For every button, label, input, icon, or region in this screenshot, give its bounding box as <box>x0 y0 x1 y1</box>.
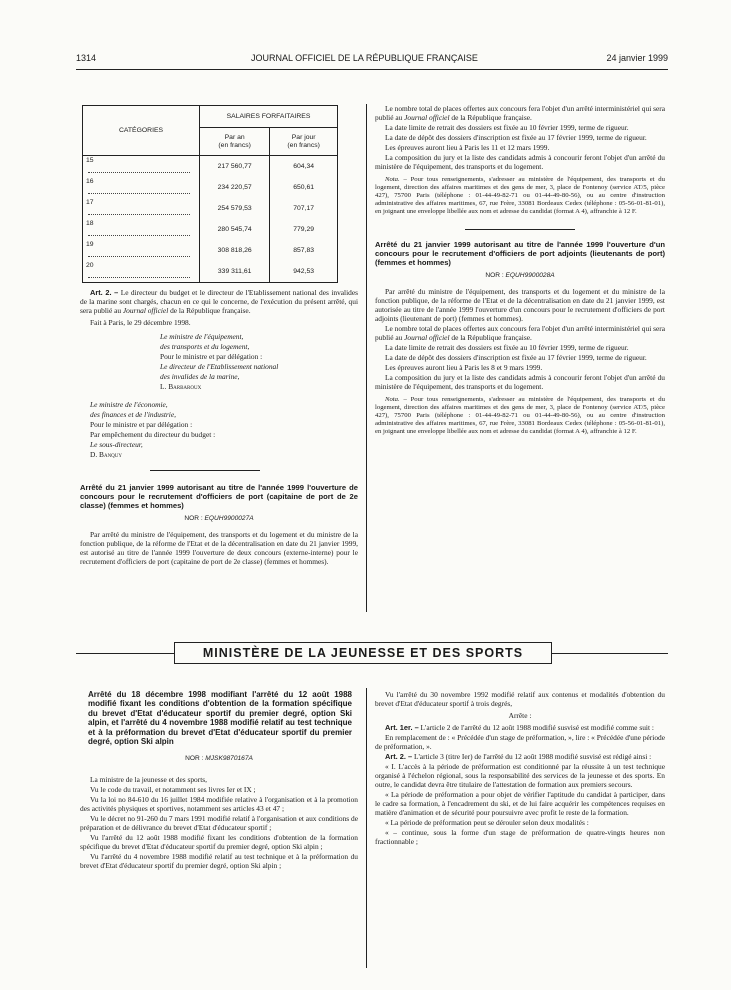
category-cell <box>83 240 200 261</box>
bottom-right-column <box>375 690 665 847</box>
salary-table-body <box>83 156 338 283</box>
table-header-categories: CATÉGORIES <box>83 106 200 156</box>
right-separator-rule <box>465 229 575 230</box>
rt-p1-jo: Journal officiel <box>404 113 450 122</box>
ra-p6: La composition du jury et la liste des candidats admis à concourir feront l'objet d'un arrêté du ministère de l'équipement, des transports et du logement. <box>375 373 665 391</box>
br-q2: « La période de préformation a pour objet de vérifier l'aptitude du candidat à participer, dans le cadre sa formation, à l'encadrement du ski, et de lui faire acquérir les compétences requises en matière d'animation et de sécurité pour poursuivre avec profit le reste de la formation. <box>375 790 665 817</box>
year-cell-value: 308 818,26 <box>217 246 252 254</box>
table-row <box>83 198 338 219</box>
sig1-pour: Pour le ministre et par délégation : <box>160 352 263 361</box>
day-cell <box>270 198 338 219</box>
article-2-label: Art. 2. – <box>90 288 119 297</box>
rt-p1 <box>375 104 665 122</box>
fait-a-paris: Fait à Paris, le 29 décembre 1998. <box>90 318 191 327</box>
day-cell-value: 857,83 <box>293 246 315 254</box>
nor-line-28A <box>375 271 665 280</box>
br-p2: En remplacement de : « Précédée d'un stage de préformation, », lire : « Précédée d'une période de préformation, ». <box>375 733 665 751</box>
header-rule <box>76 69 668 70</box>
article-2-text: Le directeur du budget et le directeur de l'Etablissement national des invalides de la marine sont chargés, chacun en ce qui le concerne, de l'exécution du présent arrêté, qui sera publié au <box>80 288 358 315</box>
bl-p3: Vu le décret no 91-260 du 7 mars 1991 modifié relatif à l'organisation et aux conditions de préparation et de délivrance du brevet d'Etat d'éducateur sportif ; <box>80 814 358 833</box>
br-q4: « – continue, sous la forme d'un stage de préformation de quatre-vingts heures non fractionnable ; <box>375 828 665 846</box>
rt-p1b: de la République française. <box>449 113 532 122</box>
nor-line-27A <box>80 514 358 523</box>
year-cell <box>200 240 270 261</box>
article-2-paragraph <box>80 288 358 315</box>
br-p1: Vu l'arrêté du 30 novembre 1992 modifié relatif aux contenus et modalités d'obtention du brevet d'Etat d'éducateur sportif à trois degrés, <box>375 690 665 708</box>
page-header <box>76 53 668 67</box>
article-2-end: de la République française. <box>168 306 251 315</box>
br-art1 <box>375 723 665 732</box>
ministry-band: MINISTÈRE DE LA JEUNESSE ET DES SPORTS <box>174 642 552 664</box>
sig2-empechement: Par empêchement du directeur du budget : <box>90 430 216 439</box>
left-column-top <box>80 105 358 567</box>
br-art1-label: Art. 1er. – <box>385 723 419 732</box>
year-cell-value: 217 560,77 <box>217 162 252 170</box>
year-cell-value: 280 545,74 <box>217 225 252 233</box>
day-cell-value: 604,34 <box>293 162 315 170</box>
rt-nota <box>375 176 665 216</box>
category-cell-value: 19 <box>86 241 94 248</box>
nor-label-3: NOR : <box>185 755 206 763</box>
rt-p3: La date de dépôt des dossiers d'inscription est fixée au 17 février 1999, terme de rigueur. <box>385 133 647 142</box>
day-cell-value: 650,61 <box>293 183 315 191</box>
bl-p5: Vu l'arrêté du 4 novembre 1988 modifié relatif au test technique et à la préformation du brevet d'Etat d'éducateur sportif du premier degré, option Ski alpin ; <box>80 852 358 871</box>
ra-nota-label: Nota. <box>385 396 400 403</box>
sig1-role-line1: Le directeur de l'Etablissement national <box>160 362 279 371</box>
bl-p2: Vu la loi no 84-610 du 16 juillet 1984 modifiée relative à l'organisation et à la promotion des activités physiques et sportives, notamment ses articles 43 et 47 ; <box>80 795 358 814</box>
day-cell <box>270 156 338 178</box>
right-column-top <box>375 104 665 437</box>
year-cell <box>200 177 270 198</box>
day-cell-value: 779,29 <box>293 225 315 233</box>
arrete-lieutenant-title: Arrêté du 21 janvier 1999 autorisant au titre de l'année 1999 l'ouverture d'un concours pour le recrutement d'officiers de port adjoints (lieutenants de port) (femmes et hommes) <box>375 240 665 267</box>
year-cell <box>200 198 270 219</box>
table-row <box>83 219 338 240</box>
nor-label: NOR : <box>184 515 205 522</box>
signature-block-2 <box>80 400 230 459</box>
bl-p1: Vu le code du travail, et notamment ses livres Ier et IX ; <box>90 785 256 795</box>
ra-nota <box>375 396 665 436</box>
arrete-capitaine-body: Par arrêté du ministre de l'équipement, des transports et du logement et du ministre de la fonction publique, de la réforme de l'Etat et de la décentralisation en date du 21 janvier 1999, est autorisé au titre de l'année 1999 l'ouverture de deux concours (externe-interne) pour le recrutement d'officiers de port (capitaine de port de 2e classe) (femmes et hommes). <box>80 530 358 566</box>
leader-dots <box>88 166 190 173</box>
nor-label-2: NOR : <box>485 272 506 279</box>
rt-p4: Les épreuves auront lieu à Paris les 11 et 12 mars 1999. <box>385 143 550 152</box>
nor-line-ski <box>80 754 358 763</box>
sig1-role-line2: des invalides de la marine, <box>160 372 240 381</box>
year-cell <box>200 219 270 240</box>
day-cell <box>270 177 338 198</box>
year-cell-value: 234 220,57 <box>217 183 252 191</box>
band-rule-left <box>76 653 174 654</box>
rt-p1a: Le nombre total de places offertes aux concours fera l'objet d'un arrêté interministériel qui sera publié au <box>375 104 665 122</box>
sig1-line1: Le ministre de l'équipement, <box>160 332 244 341</box>
table-row <box>83 261 338 283</box>
br-art2-text: L'article 3 (titre Ier) de l'arrêté du 12 août 1988 modifié susvisé est rédigé ainsi : <box>412 752 652 761</box>
ra-p2b: de la République française. <box>449 333 532 342</box>
page-number: 1314 <box>76 53 97 63</box>
br-q3: « La période de préformation peut se dérouler selon deux modalités : <box>385 818 589 827</box>
ra-p5: Les épreuves auront lieu à Paris les 8 et 9 mars 1999. <box>385 363 543 372</box>
bl-p4: Vu l'arrêté du 12 août 1988 modifié fixant les conditions d'obtention de la formation spécifique du brevet d'Etat d'éducateur sportif du premier degré, option Ski alpin ; <box>80 833 358 852</box>
signature-block-1 <box>150 332 340 391</box>
rt-nota-text: – Pour tous renseignements, s'adresser au ministère de l'équipement, des transports et du logement, direction des affaires maritimes et des gens de mer, 3, place de Fontenoy (service AT/5, pièce 427), 75700 Paris (téléphone : 01-44-49-82-71 ou 01-44-49-80-56), ou au centre d'instruction administrative des affaires maritimes, 67, rue Frère, 33081 Bordeaux Cedex (téléphone : 05-56-01-81-01), en joignant une enveloppe libellée aux nom et adresse du candidat (format A 4), affranchie à 12 F. <box>375 176 665 215</box>
day-cell <box>270 219 338 240</box>
sig1-line2: des transports et du logement, <box>160 342 250 351</box>
category-cell <box>83 198 200 219</box>
category-cell <box>83 156 200 178</box>
category-cell-value: 16 <box>86 178 94 185</box>
category-cell <box>83 219 200 240</box>
ra-p3: La date limite de retrait des dossiers est fixée au 10 février 1999, terme de rigueur. <box>385 343 629 352</box>
band-rule-right <box>552 653 668 654</box>
bottom-left-column <box>80 690 358 871</box>
salary-table <box>82 105 338 283</box>
year-cell-value: 339 311,61 <box>217 267 252 275</box>
br-art2-label: Art. 2. – <box>385 752 413 761</box>
arrete-capitaine-title: Arrêté du 21 janvier 1999 autorisant au titre de l'année 1999 l'ouverture de concours pour le recrutement d'officiers de port (capitaine de port de 2e classe) (femmes et hommes) <box>80 483 358 510</box>
sig2-name: D. Banquy <box>90 450 123 459</box>
separator-rule <box>150 470 260 471</box>
nor-code: EQUH9900027A <box>204 515 254 522</box>
category-cell-value: 17 <box>86 199 94 206</box>
ra-nota-text: – Pour tous renseignements, s'adresser au ministère de l'équipement, des transports et du logement, direction des affaires maritimes et des gens de mer, 3, place de Fontenoy (service AT/5, pièce 427), 75700 Paris (téléphone : 01-44-49-82-71 ou 01-44-49-80-56), ou au centre d'instruction administrative des affaires maritimes, 67, rue Frère, 33081 Bordeaux Cedex (téléphone : 05-56-01-81-01), en joignant une enveloppe libellée aux nom et adresse du candidat (format A 4), affranchie à 12 F. <box>375 396 665 435</box>
sig2-pour: Pour le ministre et par délégation : <box>90 420 193 429</box>
br-arrete: Arrête : <box>508 711 532 720</box>
table-header-par-jour: Par jour (en francs) <box>270 128 338 156</box>
ra-p2 <box>375 324 665 342</box>
ra-p1: Par arrêté du ministre de l'équipement, des transports et du logement et du ministre de la fonction publique, de la réforme de l'Etat et de la décentralisation en date du 21 janvier 1999, est autorisée au titre de l'année 1999 l'ouverture d'un concours pour le recrutement d'officiers de port adjoints (lieutenant de port) (femmes et hommes). <box>375 287 665 323</box>
day-cell-value: 707,17 <box>293 204 315 212</box>
br-q1: « I. L'accès à la période de préformation est conditionné par la réussite à un test technique organisé à l'échelon régional, sous la responsabilité des services de la jeunesse et des sports. En outre, le candidat devra être titulaire de l'attestation de formation aux premiers secours. <box>375 762 665 789</box>
leader-dots <box>88 250 190 257</box>
category-cell-value: 15 <box>86 157 94 164</box>
sig2-line2: des finances et de l'industrie, <box>90 410 176 419</box>
table-row <box>83 177 338 198</box>
issue-date: 24 janvier 1999 <box>606 53 668 63</box>
category-cell <box>83 177 200 198</box>
year-cell <box>200 261 270 283</box>
category-cell <box>83 261 200 283</box>
sig1-name: L. Barbaroux <box>160 382 202 391</box>
table-header-salaires: SALAIRES FORFAITAIRES <box>200 106 338 128</box>
ra-p2a: Le nombre total de places offertes aux concours fera l'objet d'un arrêté interministériel qui sera publié au <box>375 324 665 342</box>
ra-p2-jo: Journal officiel <box>404 333 450 342</box>
leader-dots <box>88 229 190 236</box>
sig2-role: Le sous-directeur, <box>90 440 143 449</box>
journal-title: JOURNAL OFFICIEL DE LA RÉPUBLIQUE FRANÇAISE <box>251 53 478 63</box>
leader-dots <box>88 271 190 278</box>
column-divider-top <box>366 104 367 612</box>
nor-code-2: EQUH9900028A <box>505 272 555 279</box>
day-cell <box>270 261 338 283</box>
column-divider-bottom <box>366 688 367 968</box>
article-2-jo: Journal officiel <box>122 306 169 315</box>
sig2-line1: Le ministre de l'économie, <box>90 400 168 409</box>
rt-p5: La composition du jury et la liste des candidats admis à concourir feront l'objet d'un arrêté du ministère de l'équipement, des transports et du logement. <box>375 153 665 171</box>
category-cell-value: 18 <box>86 220 94 227</box>
year-cell <box>200 156 270 178</box>
category-cell-value: 20 <box>86 262 94 269</box>
table-row <box>83 156 338 178</box>
day-cell <box>270 240 338 261</box>
rt-p2: La date limite de retrait des dossiers est fixée au 10 février 1999, terme de rigueur. <box>385 123 629 132</box>
year-cell-value: 254 579,53 <box>217 204 252 212</box>
day-cell-value: 942,53 <box>293 267 315 275</box>
nor-code-3: MJSK9870167A <box>205 755 253 763</box>
bl-p0: La ministre de la jeunesse et des sports, <box>90 775 207 785</box>
leader-dots <box>88 208 190 215</box>
leader-dots <box>88 187 190 194</box>
table-row <box>83 240 338 261</box>
rt-nota-label: Nota. <box>385 176 400 183</box>
br-art1-text: L'article 2 de l'arrêté du 12 août 1988 modifié susvisé est modifié comme suit : <box>418 723 654 732</box>
ra-p4: La date de dépôt des dossiers d'inscription est fixée au 17 février 1999, terme de rigueur. <box>385 353 647 362</box>
br-art2 <box>375 752 665 761</box>
arrete-ski-title: Arrêté du 18 décembre 1998 modifiant l'arrêté du 12 août 1988 modifié fixant les conditions d'obtention de la formation spécifique du brevet d'Etat d'éducateur sportif du premier degré, option Ski alpin, et l'arrêté du 4 novembre 1988 modifié relatif au test technique et à la préformation du brevet d'Etat d'éducateur sportif du premier degré, option Ski alpin <box>88 690 352 747</box>
table-header-par-an: Par an (en francs) <box>200 128 270 156</box>
